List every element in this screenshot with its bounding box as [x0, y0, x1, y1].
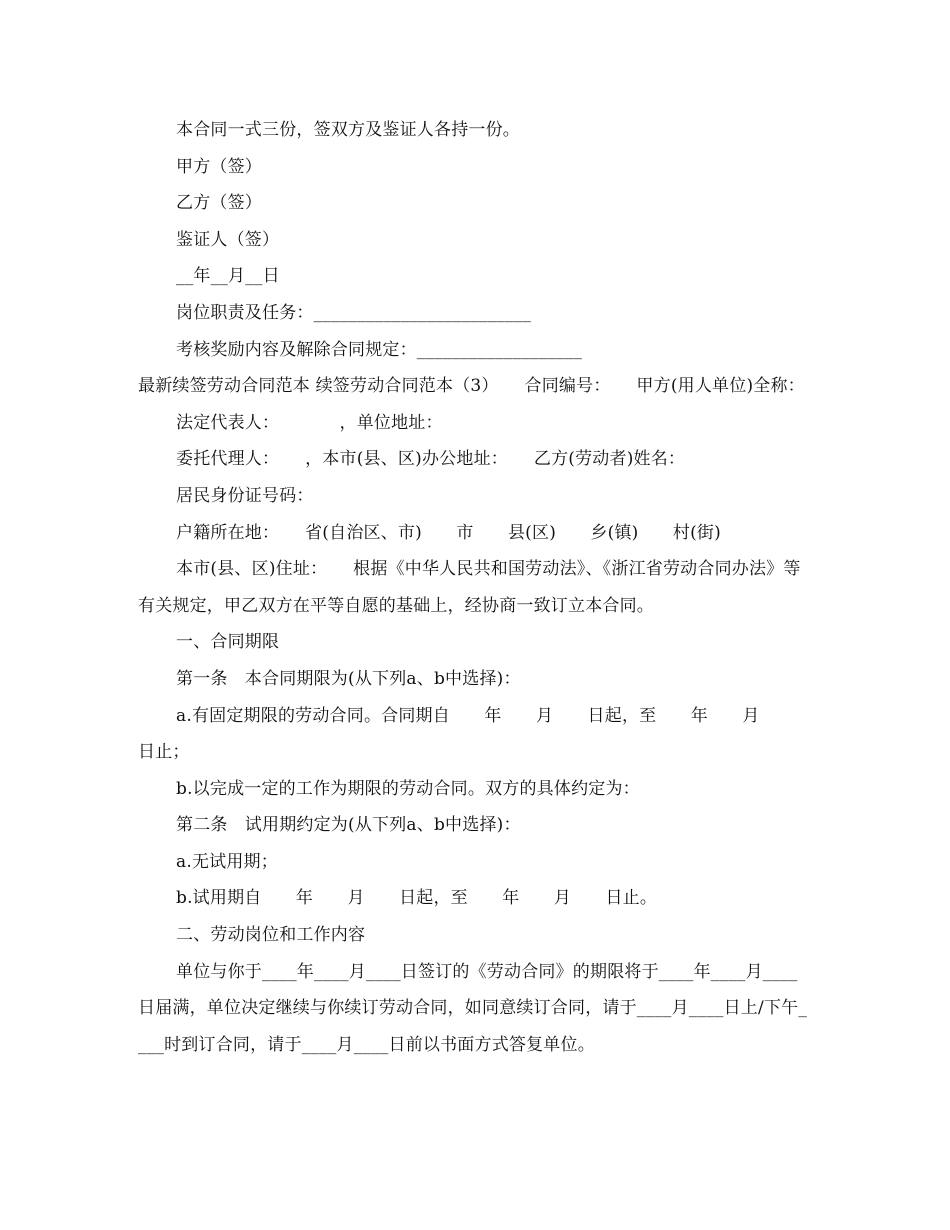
article-one-option-b: b.以完成一定的工作为期限的劳动合同。双方的具体约定为：	[176, 778, 640, 799]
paragraph-legal-representative: 法定代表人： ，单位地址：	[176, 412, 443, 433]
paragraph-contract-title: 最新续签劳动合同范本 续签劳动合同范本（3） 合同编号： 甲方(用人单位)全称：	[138, 376, 805, 397]
article-two-option-b: b.试用期自 年 月 日起，至 年 月 日止。	[176, 888, 658, 909]
paragraph-assessment-rules: 考核奖励内容及解除合同规定：___________________	[176, 339, 583, 360]
section-heading-job: 二、劳动岗位和工作内容	[176, 925, 366, 946]
paragraph-witness-sign: 鉴证人（签）	[176, 229, 280, 250]
paragraph-party-a-sign: 甲方（签）	[176, 156, 262, 177]
section-heading-term: 一、合同期限	[176, 632, 280, 653]
paragraph-id-number: 居民身份证号码：	[176, 485, 314, 506]
article-two-option-a: a.无试用期；	[176, 851, 278, 872]
paragraph-agent: 委托代理人： ，本市(县、区)办公地址： 乙方(劳动者)姓名：	[176, 449, 686, 470]
paragraph-renewal-notice: 单位与你于____年____月____日签订的《劳动合同》的期限将于____年____月____日届满，单位决定继续与你续订劳动合同，如同意续订合同，请于____月____日上/下午____时到订合同，请于____月____日前以书面方式答复单位。	[138, 961, 808, 1055]
paragraph-party-b-sign: 乙方（签）	[176, 193, 262, 214]
paragraph-date: __年__月__日	[176, 266, 280, 287]
paragraph-job-duties: 岗位职责及任务：_________________________	[176, 302, 532, 323]
article-one: 第一条 本合同期限为(从下列a、b中选择)：	[176, 668, 521, 689]
paragraph-copies: 本合同一式三份，签双方及鉴证人各持一份。	[176, 120, 520, 140]
article-two: 第二条 试用期约定为(从下列a、b中选择)：	[176, 815, 521, 836]
article-one-option-a: a.有固定期限的劳动合同。合同期自 年 月 日起，至 年 月 日止；	[138, 705, 794, 763]
paragraph-household-registration: 户籍所在地： 省(自治区、市) 市 县(区) 乡(镇) 村(街)	[176, 522, 721, 543]
paragraph-address-basis: 本市(县、区)住址： 根据《中华人民共和国劳动法》、《浙江省劳动合同办法》等有关规定，甲乙双方在平等自愿的基础上，经协商一致订立本合同。	[138, 559, 801, 616]
document-body	[138, 112, 810, 1063]
